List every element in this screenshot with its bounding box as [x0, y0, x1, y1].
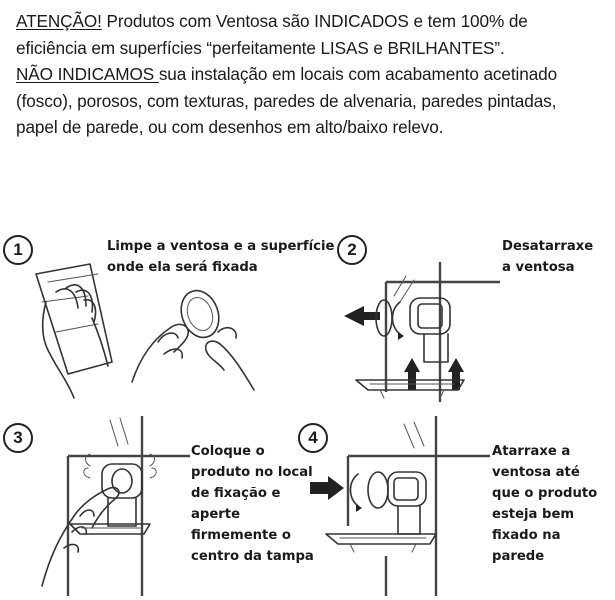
- unscrew-suction-illustration: [340, 262, 500, 402]
- warning-line-4: (fosco), porosos, com texturas, paredes de alvenaria, paredes pintadas,: [16, 90, 557, 111]
- screw-suction-illustration: [306, 416, 490, 596]
- not-recommended-label: NÃO INDICAMOS: [16, 64, 159, 84]
- step-1-caption: Limpe a ventosa e a superfície onde ela será fixada: [107, 239, 335, 275]
- attention-label: ATENÇÃO!: [16, 11, 102, 31]
- warning-line-5: papel de parede, ou com desenhos em alto/baixo relevo.: [16, 117, 444, 137]
- warning-line-3: NÃO INDICAMOS sua instalação em locais com acabamento acetinado: [16, 64, 558, 84]
- cleaning-hands-illustration: [28, 262, 258, 402]
- step-4-number: 4: [298, 423, 328, 453]
- step-1-number: 1: [3, 235, 33, 265]
- warning-notice: [16, 8, 608, 141]
- step-2-caption: Desatarraxe a ventosa: [502, 239, 594, 275]
- warning-line-1: ATENÇÃO! Produtos com Ventosa são INDICADOS e tem 100% de: [16, 11, 528, 31]
- warning-line-2: eficiência em superfícies “perfeitamente LISAS e BRILHANTES”.: [16, 37, 505, 58]
- step-2-number: 2: [337, 235, 367, 265]
- press-suction-illustration: [40, 416, 190, 596]
- step-3-number: 3: [3, 423, 33, 453]
- step-4-caption: Atarraxe a ventosa até que o produto esteja bem fixado na parede: [492, 444, 598, 564]
- step-3-caption: Coloque o produto no local de fixação e aperte firmemente o centro da tampa: [191, 444, 314, 564]
